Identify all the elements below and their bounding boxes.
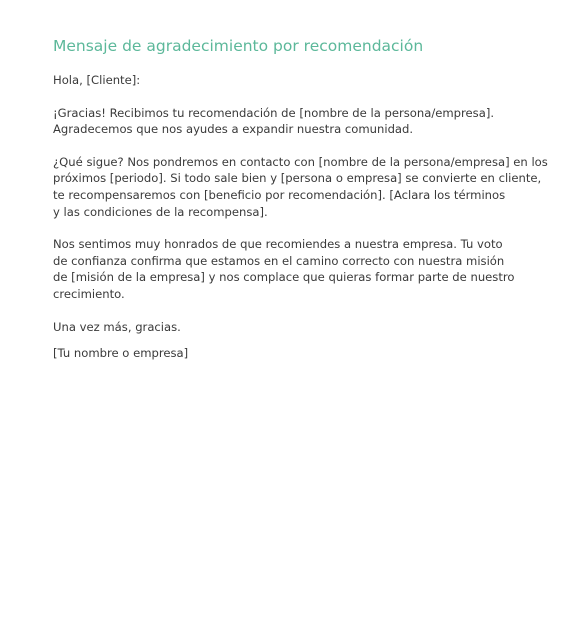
- signature-text: [Tu nombre o empresa]: [53, 346, 189, 361]
- closing-text: Una vez más, gracias.: [53, 319, 181, 334]
- signature: [53, 345, 533, 362]
- letter-document: [53, 36, 548, 378]
- paragraph-line: Nos sentimos muy honrados de que recomiendes a nuestra empresa. Tu voto: [53, 237, 503, 252]
- paragraph-line: de [misión de la empresa] y nos complace que quieras formar parte de nuestro: [53, 270, 515, 285]
- paragraph-honored: [53, 236, 533, 302]
- greeting-text: Hola, [Cliente]:: [53, 73, 141, 87]
- paragraph-next-steps: [53, 154, 548, 220]
- paragraph-line: ¡Gracias! Recibimos tu recomendación de [nombre de la persona/empresa].: [53, 105, 495, 120]
- paragraph-line: de confianza confirma que estamos en el camino correcto con nuestra misión: [53, 253, 505, 268]
- paragraph-line: crecimiento.: [53, 286, 125, 301]
- paragraph-line: y las condiciones de la recompensa].: [53, 204, 268, 219]
- document-title: Mensaje de agradecimiento por recomendación: [53, 37, 424, 55]
- paragraph-line: Agradecemos que nos ayudes a expandir nuestra comunidad.: [53, 122, 414, 137]
- paragraph-thanks: [53, 105, 533, 138]
- paragraph-line: próximos [periodo]. Si todo sale bien y [persona o empresa] se convierte en cliente,: [53, 171, 542, 186]
- paragraph-line: te recompensaremos con [beneficio por recomendación]. [Aclara los términos: [53, 187, 506, 202]
- closing: [53, 319, 533, 336]
- greeting: [53, 72, 533, 89]
- paragraph-line: ¿Qué sigue? Nos pondremos en contacto con [nombre de la persona/empresa] en los: [53, 154, 548, 169]
